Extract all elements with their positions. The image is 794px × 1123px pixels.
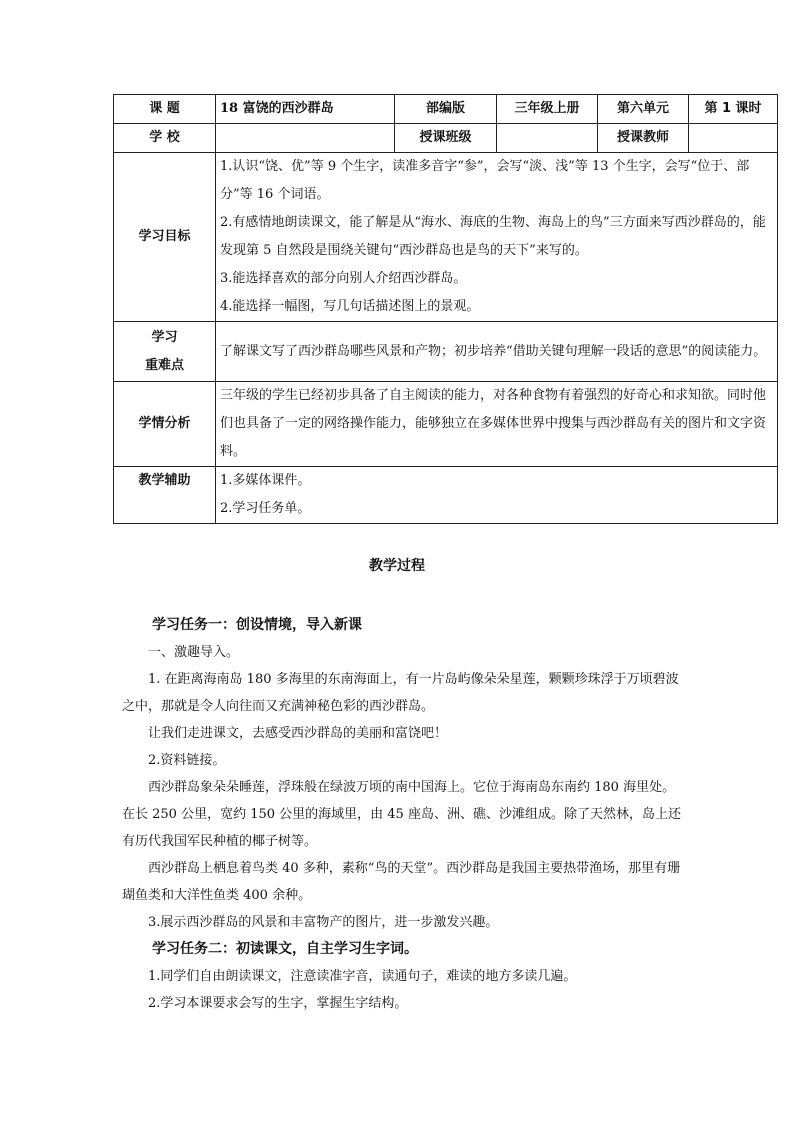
paragraph-2: 让我们走进课文，去感受西沙群岛的美丽和富饶吧！	[148, 726, 448, 741]
goal-item: 1.认识“饶、优”等 9 个生字，读准多音字“参”，会写“淡、浅”等 13 个生字，会写“位于、部分”等 16 个词语。	[220, 159, 750, 202]
keypoints-label-line2: 重难点	[144, 357, 184, 373]
school-label: 学 校	[114, 124, 216, 153]
keypoints-label-line1: 学习	[151, 329, 178, 345]
unit: 第六单元	[598, 95, 689, 124]
analysis-content: 三年级的学生已经初步具备了自主阅读的能力，对各种食物有着强烈的好奇心和求知欲。同时他们也具备了一定的网络操作能力，能够独立在多媒体世界中搜集与西沙群岛有关的图片和文字资料。	[216, 382, 778, 467]
keypoints-content: 了解课文写了西沙群岛哪些风景和产物；初步培养“借助关键句理解一段话的意思”的阅读能力。	[216, 322, 778, 382]
keypoints-row	[114, 322, 778, 382]
keypoints-label	[114, 322, 216, 382]
goals-row	[114, 153, 778, 322]
goal-item: 3.能选择喜欢的部分向别人介绍西沙群岛。	[220, 271, 467, 286]
aid-item: 1.多媒体课件。	[220, 473, 311, 488]
task-one-title: 学习任务一：创设情境，导入新课	[152, 617, 362, 633]
paragraph-4: 西沙群岛象朵朵睡莲，浮珠般在绿波万顷的南中国海上。它位于海南岛东南约 180 海里处。在长 250 公里，宽约 150 公里的海域里，由 45 座岛、洲、礁、沙滩组成。除了天然林，岛上还有历代我国军民种植的椰子树等。	[122, 780, 681, 849]
aid-item: 2.学习任务单。	[220, 501, 311, 516]
task-two-title: 学习任务二：初读课文，自主学习生字词。	[152, 941, 418, 957]
paragraph-8: 2.学习本课要求会写的生字，掌握生字结构。	[148, 996, 408, 1011]
aids-content	[216, 467, 778, 524]
lesson-title: 18 富饶的西沙群岛	[216, 95, 395, 124]
aids-row	[114, 467, 778, 524]
paragraph-6: 3.展示西沙群岛的风景和丰富物产的图片，进一步激发兴趣。	[148, 915, 499, 930]
edition: 部编版	[395, 95, 497, 124]
paragraph-3: 2.资料链接。	[148, 753, 226, 768]
process-content	[122, 612, 688, 1017]
school-row	[114, 124, 778, 153]
process-heading: 教学过程	[369, 558, 425, 574]
grade: 三年级上册	[497, 95, 598, 124]
goals-content	[216, 153, 778, 322]
goal-item: 2.有感情地朗读课文，能了解是从“海水、海底的生物、海岛上的鸟”三方面来写西沙群岛的，能发现第 5 自然段是围绕关键句“西沙群岛也是鸟的天下”来写的。	[220, 215, 766, 258]
class-value	[497, 124, 598, 153]
analysis-row	[114, 382, 778, 467]
aids-label: 教学辅助	[114, 467, 216, 524]
school-value	[216, 124, 395, 153]
goal-item: 4.能选择一幅图，写几句话描述图上的景观。	[220, 299, 480, 314]
analysis-label: 学情分析	[114, 382, 216, 467]
paragraph-7: 1.同学们自由朗读课文，注意读准字音，读通句子，难读的地方多读几遍。	[148, 969, 577, 984]
paragraph-1: 1. 在距离海南岛 180 多海里的东南海面上，有一片岛屿像朵朵星莲，颗颗珍珠浮于万顷碧波之中，那就是令人向往而又充满神秘色彩的西沙群岛。	[122, 672, 679, 714]
lesson-period: 第 1 课时	[689, 95, 778, 124]
paragraph-5: 西沙群岛上栖息着鸟类 40 多种，素称“鸟的天堂”。西沙群岛是我国主要热带渔场，那里有珊瑚鱼类和大洋性鱼类 400 余种。	[122, 861, 681, 903]
teacher-value	[689, 124, 778, 153]
section-intro: 一、激趣导入。	[148, 645, 240, 660]
topic-label: 课 题	[114, 95, 216, 124]
teacher-label: 授课教师	[598, 124, 689, 153]
class-label: 授课班级	[395, 124, 497, 153]
title-row	[114, 95, 778, 124]
goals-label: 学习目标	[114, 153, 216, 322]
lesson-info-table	[113, 94, 778, 524]
